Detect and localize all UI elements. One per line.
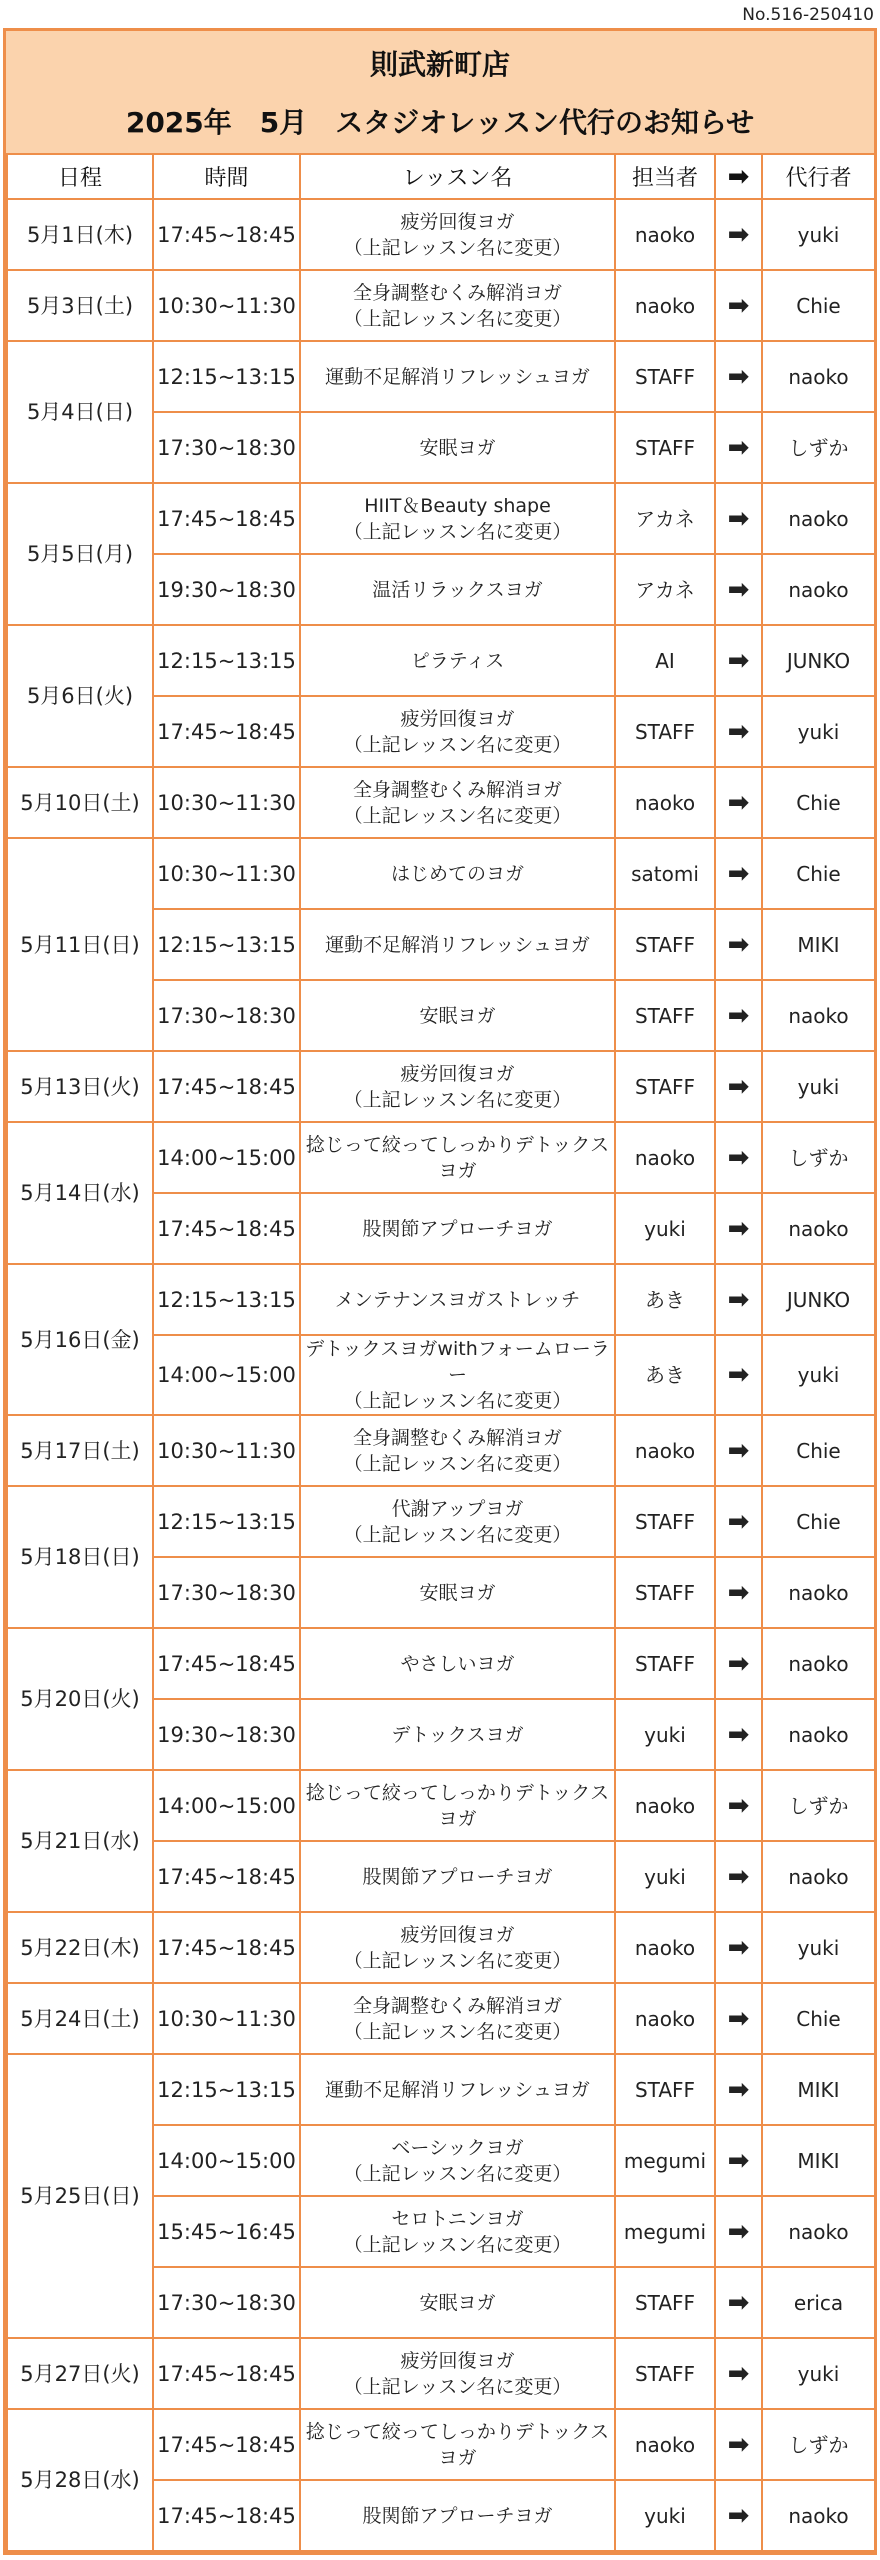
arrow-right-icon: ➡ bbox=[715, 199, 762, 270]
instructor-name: yuki bbox=[615, 2480, 715, 2551]
arrow-right-icon: ➡ bbox=[715, 1912, 762, 1983]
lesson-cell bbox=[300, 2125, 615, 2196]
table-row bbox=[7, 1122, 875, 1193]
lesson-cell bbox=[300, 1486, 615, 1557]
store-name: 則武新町店 bbox=[369, 48, 510, 81]
substitute-name: Chie bbox=[762, 838, 875, 909]
lesson-name: 股関節アプローチヨガ bbox=[362, 1217, 553, 1240]
table-row bbox=[7, 838, 875, 909]
lesson-cell bbox=[300, 2054, 615, 2125]
column-header-arrow-icon: ➡ bbox=[715, 154, 762, 199]
arrow-right-icon: ➡ bbox=[715, 1264, 762, 1335]
lesson-name: 安眠ヨガ bbox=[419, 2291, 496, 2314]
lesson-name: 疲労回復ヨガ bbox=[400, 1923, 515, 1946]
substitute-name: yuki bbox=[762, 1335, 875, 1415]
lesson-name: 全身調整むくみ解消ヨガ bbox=[352, 1994, 562, 2017]
lesson-time: 10:30~11:30 bbox=[153, 270, 300, 341]
lesson-rename-note: （上記レッスン名に変更） bbox=[343, 520, 572, 543]
substitute-name: しずか bbox=[762, 1770, 875, 1841]
lesson-rename-note: （上記レッスン名に変更） bbox=[343, 2020, 572, 2043]
table-row bbox=[7, 1983, 875, 2054]
instructor-name: STAFF bbox=[615, 1557, 715, 1628]
lesson-name: 疲労回復ヨガ bbox=[400, 210, 515, 233]
lesson-name: 股関節アプローチヨガ bbox=[362, 2504, 553, 2527]
lesson-cell bbox=[300, 909, 615, 980]
arrow-right-icon: ➡ bbox=[715, 483, 762, 554]
schedule-date: 5月4日(日) bbox=[7, 341, 153, 483]
instructor-name: STAFF bbox=[615, 696, 715, 767]
lesson-name: やさしいヨガ bbox=[400, 1652, 515, 1675]
arrow-right-icon: ➡ bbox=[715, 2409, 762, 2480]
lesson-time: 14:00~15:00 bbox=[153, 1122, 300, 1193]
arrow-right-icon: ➡ bbox=[715, 1557, 762, 1628]
schedule-body bbox=[7, 199, 875, 2551]
arrow-right-icon: ➡ bbox=[715, 554, 762, 625]
substitute-name: Chie bbox=[762, 1983, 875, 2054]
document-number: No.516-250410 bbox=[742, 5, 874, 25]
lesson-cell bbox=[300, 980, 615, 1051]
lesson-name: 疲労回復ヨガ bbox=[400, 1062, 515, 1085]
lesson-time: 19:30~18:30 bbox=[153, 554, 300, 625]
lesson-name: 運動不足解消リフレッシュヨガ bbox=[325, 933, 590, 956]
lesson-cell bbox=[300, 2267, 615, 2338]
substitute-name: JUNKO bbox=[762, 625, 875, 696]
instructor-name: naoko bbox=[615, 199, 715, 270]
substitute-name: Chie bbox=[762, 767, 875, 838]
lesson-name: ピラティス bbox=[410, 649, 505, 672]
instructor-name: あき bbox=[615, 1335, 715, 1415]
substitute-name: naoko bbox=[762, 1699, 875, 1770]
instructor-name: yuki bbox=[615, 1699, 715, 1770]
instructor-name: naoko bbox=[615, 1770, 715, 1841]
instructor-name: STAFF bbox=[615, 2338, 715, 2409]
instructor-name: STAFF bbox=[615, 2054, 715, 2125]
table-row bbox=[7, 2054, 875, 2125]
lesson-time: 14:00~15:00 bbox=[153, 1335, 300, 1415]
lesson-name: HIIT＆Beauty shape bbox=[364, 494, 551, 517]
lesson-cell bbox=[300, 2480, 615, 2551]
arrow-right-icon: ➡ bbox=[715, 412, 762, 483]
schedule-date: 5月27日(火) bbox=[7, 2338, 153, 2409]
substitute-name: MIKI bbox=[762, 2125, 875, 2196]
lesson-name: 安眠ヨガ bbox=[419, 1581, 496, 1604]
instructor-name: naoko bbox=[615, 767, 715, 838]
substitute-name: naoko bbox=[762, 1841, 875, 1912]
arrow-right-icon: ➡ bbox=[715, 1335, 762, 1415]
lesson-name: 全身調整むくみ解消ヨガ bbox=[352, 1426, 562, 1449]
lesson-cell bbox=[300, 1912, 615, 1983]
lesson-rename-note: （上記レッスン名に変更） bbox=[343, 733, 572, 756]
lesson-time: 17:45~18:45 bbox=[153, 2409, 300, 2480]
arrow-right-icon: ➡ bbox=[715, 270, 762, 341]
lesson-name: 安眠ヨガ bbox=[419, 1004, 496, 1027]
column-header-time: 時間 bbox=[153, 154, 300, 199]
lesson-cell bbox=[300, 625, 615, 696]
instructor-name: naoko bbox=[615, 1415, 715, 1486]
arrow-right-icon: ➡ bbox=[715, 1486, 762, 1557]
instructor-name: STAFF bbox=[615, 980, 715, 1051]
arrow-right-icon: ➡ bbox=[715, 1841, 762, 1912]
lesson-cell bbox=[300, 1983, 615, 2054]
instructor-name: megumi bbox=[615, 2125, 715, 2196]
lesson-time: 10:30~11:30 bbox=[153, 1983, 300, 2054]
table-row bbox=[7, 199, 875, 270]
substitute-name: yuki bbox=[762, 199, 875, 270]
schedule-date: 5月11日(日) bbox=[7, 838, 153, 1051]
lesson-name: 捻じって絞ってしっかりデトックスヨガ bbox=[305, 1133, 610, 1182]
lesson-rename-note: （上記レッスン名に変更） bbox=[343, 236, 572, 259]
schedule-date: 5月6日(火) bbox=[7, 625, 153, 767]
lesson-cell bbox=[300, 1699, 615, 1770]
lesson-rename-note: （上記レッスン名に変更） bbox=[343, 1949, 572, 1972]
lesson-name: セロトニンヨガ bbox=[391, 2207, 524, 2230]
schedule-date: 5月16日(金) bbox=[7, 1264, 153, 1415]
lesson-rename-note: （上記レッスン名に変更） bbox=[343, 2233, 572, 2256]
lesson-time: 17:45~18:45 bbox=[153, 1841, 300, 1912]
lesson-name: デトックスヨガwithフォームローラー bbox=[305, 1338, 610, 1386]
lesson-cell bbox=[300, 2196, 615, 2267]
lesson-time: 17:45~18:45 bbox=[153, 1193, 300, 1264]
substitute-name: yuki bbox=[762, 696, 875, 767]
arrow-right-icon: ➡ bbox=[715, 2338, 762, 2409]
table-row bbox=[7, 1912, 875, 1983]
table-row bbox=[7, 625, 875, 696]
substitute-name: naoko bbox=[762, 1193, 875, 1264]
table-row bbox=[7, 1415, 875, 1486]
lesson-name: 疲労回復ヨガ bbox=[400, 707, 515, 730]
lesson-cell bbox=[300, 199, 615, 270]
lesson-name: 代謝アップヨガ bbox=[391, 1497, 524, 1520]
substitute-name: yuki bbox=[762, 1051, 875, 1122]
lesson-cell bbox=[300, 1628, 615, 1699]
arrow-right-icon: ➡ bbox=[715, 2480, 762, 2551]
arrow-right-icon: ➡ bbox=[715, 625, 762, 696]
lesson-time: 17:45~18:45 bbox=[153, 2480, 300, 2551]
lesson-cell bbox=[300, 696, 615, 767]
notice-title: 2025年 5月 スタジオレッスン代行のお知らせ bbox=[125, 106, 755, 139]
lesson-rename-note: （上記レッスン名に変更） bbox=[343, 307, 572, 330]
lesson-name: 運動不足解消リフレッシュヨガ bbox=[325, 365, 590, 388]
table-row bbox=[7, 270, 875, 341]
lesson-time: 17:45~18:45 bbox=[153, 483, 300, 554]
lesson-time: 17:45~18:45 bbox=[153, 1051, 300, 1122]
table-row bbox=[7, 1264, 875, 1335]
arrow-right-icon: ➡ bbox=[715, 2125, 762, 2196]
lesson-time: 17:45~18:45 bbox=[153, 1628, 300, 1699]
lesson-time: 14:00~15:00 bbox=[153, 2125, 300, 2196]
substitute-name: naoko bbox=[762, 554, 875, 625]
instructor-name: yuki bbox=[615, 1841, 715, 1912]
column-header-instructor: 担当者 bbox=[615, 154, 715, 199]
lesson-cell bbox=[300, 1264, 615, 1335]
substitute-name: naoko bbox=[762, 1557, 875, 1628]
lesson-time: 17:30~18:30 bbox=[153, 980, 300, 1051]
lesson-name: はじめてのヨガ bbox=[390, 862, 524, 885]
notice-sheet bbox=[3, 28, 877, 2555]
lesson-time: 17:30~18:30 bbox=[153, 412, 300, 483]
lesson-cell bbox=[300, 2409, 615, 2480]
lesson-time: 15:45~16:45 bbox=[153, 2196, 300, 2267]
schedule-date: 5月21日(水) bbox=[7, 1770, 153, 1912]
lesson-time: 10:30~11:30 bbox=[153, 838, 300, 909]
lesson-name: 疲労回復ヨガ bbox=[400, 2349, 515, 2372]
instructor-name: STAFF bbox=[615, 412, 715, 483]
lesson-cell bbox=[300, 270, 615, 341]
lesson-time: 12:15~13:15 bbox=[153, 1486, 300, 1557]
substitute-name: yuki bbox=[762, 1912, 875, 1983]
substitute-name: しずか bbox=[762, 412, 875, 483]
lesson-time: 12:15~13:15 bbox=[153, 625, 300, 696]
schedule-date: 5月22日(木) bbox=[7, 1912, 153, 1983]
table-row bbox=[7, 1628, 875, 1699]
lesson-cell bbox=[300, 838, 615, 909]
lesson-name: デトックスヨガ bbox=[391, 1723, 524, 1746]
lesson-rename-note: （上記レッスン名に変更） bbox=[343, 1523, 572, 1546]
substitute-name: naoko bbox=[762, 483, 875, 554]
substitute-name: Chie bbox=[762, 1415, 875, 1486]
arrow-right-icon: ➡ bbox=[715, 767, 762, 838]
schedule-date: 5月20日(火) bbox=[7, 1628, 153, 1770]
instructor-name: naoko bbox=[615, 2409, 715, 2480]
table-row bbox=[7, 767, 875, 838]
instructor-name: STAFF bbox=[615, 1486, 715, 1557]
instructor-name: naoko bbox=[615, 1912, 715, 1983]
lesson-rename-note: （上記レッスン名に変更） bbox=[343, 2375, 572, 2398]
lesson-cell bbox=[300, 767, 615, 838]
arrow-right-icon: ➡ bbox=[715, 1415, 762, 1486]
schedule-date: 5月3日(土) bbox=[7, 270, 153, 341]
substitute-name: yuki bbox=[762, 2338, 875, 2409]
table-row bbox=[7, 341, 875, 412]
lesson-time: 10:30~11:30 bbox=[153, 767, 300, 838]
lesson-cell bbox=[300, 1841, 615, 1912]
lesson-cell bbox=[300, 1557, 615, 1628]
arrow-right-icon: ➡ bbox=[715, 838, 762, 909]
schedule-date: 5月24日(土) bbox=[7, 1983, 153, 2054]
lesson-name: 捻じって絞ってしっかりデトックスヨガ bbox=[305, 2420, 610, 2469]
instructor-name: STAFF bbox=[615, 2267, 715, 2338]
lesson-name: 捻じって絞ってしっかりデトックスヨガ bbox=[305, 1781, 610, 1830]
schedule-date: 5月13日(火) bbox=[7, 1051, 153, 1122]
lesson-name: メンテナンスヨガストレッチ bbox=[334, 1288, 581, 1311]
lesson-rename-note: （上記レッスン名に変更） bbox=[343, 804, 572, 827]
schedule-date: 5月28日(水) bbox=[7, 2409, 153, 2551]
table-row bbox=[7, 2409, 875, 2480]
instructor-name: あき bbox=[615, 1264, 715, 1335]
arrow-right-icon: ➡ bbox=[715, 980, 762, 1051]
arrow-right-icon: ➡ bbox=[715, 1770, 762, 1841]
lesson-name: 安眠ヨガ bbox=[419, 436, 496, 459]
arrow-right-icon: ➡ bbox=[715, 1122, 762, 1193]
substitute-name: naoko bbox=[762, 980, 875, 1051]
lesson-name: 運動不足解消リフレッシュヨガ bbox=[325, 2078, 590, 2101]
lesson-cell bbox=[300, 1335, 615, 1415]
lesson-name: 股関節アプローチヨガ bbox=[362, 1865, 553, 1888]
lesson-rename-note: （上記レッスン名に変更） bbox=[343, 1088, 572, 1111]
arrow-right-icon: ➡ bbox=[715, 1051, 762, 1122]
lesson-time: 17:45~18:45 bbox=[153, 199, 300, 270]
schedule-date: 5月5日(月) bbox=[7, 483, 153, 625]
table-row bbox=[7, 1051, 875, 1122]
arrow-right-icon: ➡ bbox=[715, 1193, 762, 1264]
instructor-name: STAFF bbox=[615, 909, 715, 980]
instructor-name: naoko bbox=[615, 1122, 715, 1193]
substitute-name: naoko bbox=[762, 2196, 875, 2267]
lesson-cell bbox=[300, 341, 615, 412]
instructor-name: AI bbox=[615, 625, 715, 696]
lesson-name: 温活リラックスヨガ bbox=[372, 578, 543, 601]
instructor-name: アカネ bbox=[615, 483, 715, 554]
column-header-substitute: 代行者 bbox=[762, 154, 875, 199]
lesson-cell bbox=[300, 1051, 615, 1122]
arrow-right-icon: ➡ bbox=[715, 1628, 762, 1699]
instructor-name: naoko bbox=[615, 270, 715, 341]
lesson-time: 19:30~18:30 bbox=[153, 1699, 300, 1770]
lesson-time: 12:15~13:15 bbox=[153, 341, 300, 412]
instructor-name: STAFF bbox=[615, 341, 715, 412]
instructor-name: STAFF bbox=[615, 1628, 715, 1699]
schedule-date: 5月17日(土) bbox=[7, 1415, 153, 1486]
table-row bbox=[7, 483, 875, 554]
schedule-date: 5月14日(水) bbox=[7, 1122, 153, 1264]
instructor-name: satomi bbox=[615, 838, 715, 909]
lesson-time: 14:00~15:00 bbox=[153, 1770, 300, 1841]
arrow-right-icon: ➡ bbox=[715, 2267, 762, 2338]
schedule-date: 5月10日(土) bbox=[7, 767, 153, 838]
instructor-name: naoko bbox=[615, 1983, 715, 2054]
schedule-date: 5月1日(木) bbox=[7, 199, 153, 270]
lesson-name: ベーシックヨガ bbox=[391, 2136, 524, 2159]
substitute-name: erica bbox=[762, 2267, 875, 2338]
substitute-name: naoko bbox=[762, 2480, 875, 2551]
lesson-name: 全身調整むくみ解消ヨガ bbox=[352, 281, 562, 304]
arrow-right-icon: ➡ bbox=[715, 2054, 762, 2125]
schedule-date: 5月18日(日) bbox=[7, 1486, 153, 1628]
lesson-name: 全身調整むくみ解消ヨガ bbox=[352, 778, 562, 801]
substitute-name: JUNKO bbox=[762, 1264, 875, 1335]
lesson-cell bbox=[300, 554, 615, 625]
schedule-date: 5月25日(日) bbox=[7, 2054, 153, 2338]
table-header-row bbox=[7, 154, 875, 199]
notice-header bbox=[6, 31, 874, 153]
lesson-rename-note: （上記レッスン名に変更） bbox=[343, 2162, 572, 2185]
lesson-cell bbox=[300, 2338, 615, 2409]
lesson-time: 17:45~18:45 bbox=[153, 2338, 300, 2409]
lesson-cell bbox=[300, 1193, 615, 1264]
lesson-cell bbox=[300, 412, 615, 483]
column-header-lesson: レッスン名 bbox=[300, 154, 615, 199]
arrow-right-icon: ➡ bbox=[715, 2196, 762, 2267]
substitute-name: MIKI bbox=[762, 2054, 875, 2125]
substitute-name: MIKI bbox=[762, 909, 875, 980]
lesson-time: 10:30~11:30 bbox=[153, 1415, 300, 1486]
substitute-name: しずか bbox=[762, 2409, 875, 2480]
table-row bbox=[7, 1486, 875, 1557]
table-row bbox=[7, 2338, 875, 2409]
arrow-right-icon: ➡ bbox=[715, 1983, 762, 2054]
arrow-right-icon: ➡ bbox=[715, 909, 762, 980]
lesson-time: 12:15~13:15 bbox=[153, 909, 300, 980]
lesson-cell bbox=[300, 1122, 615, 1193]
arrow-right-icon: ➡ bbox=[715, 341, 762, 412]
lesson-time: 12:15~13:15 bbox=[153, 1264, 300, 1335]
substitute-name: naoko bbox=[762, 341, 875, 412]
lesson-time: 17:30~18:30 bbox=[153, 1557, 300, 1628]
arrow-right-icon: ➡ bbox=[715, 1699, 762, 1770]
instructor-name: STAFF bbox=[615, 1051, 715, 1122]
lesson-time: 17:30~18:30 bbox=[153, 2267, 300, 2338]
lesson-cell bbox=[300, 1770, 615, 1841]
table-row bbox=[7, 1770, 875, 1841]
lesson-cell bbox=[300, 483, 615, 554]
arrow-right-icon: ➡ bbox=[715, 696, 762, 767]
substitute-name: Chie bbox=[762, 270, 875, 341]
lesson-rename-note: （上記レッスン名に変更） bbox=[343, 1452, 572, 1475]
lesson-time: 17:45~18:45 bbox=[153, 696, 300, 767]
lesson-time: 17:45~18:45 bbox=[153, 1912, 300, 1983]
lesson-cell bbox=[300, 1415, 615, 1486]
instructor-name: アカネ bbox=[615, 554, 715, 625]
substitute-name: naoko bbox=[762, 1628, 875, 1699]
lesson-rename-note: （上記レッスン名に変更） bbox=[343, 1390, 572, 1412]
instructor-name: megumi bbox=[615, 2196, 715, 2267]
substitute-name: Chie bbox=[762, 1486, 875, 1557]
lesson-time: 12:15~13:15 bbox=[153, 2054, 300, 2125]
instructor-name: yuki bbox=[615, 1193, 715, 1264]
substitute-name: しずか bbox=[762, 1122, 875, 1193]
column-header-date: 日程 bbox=[7, 154, 153, 199]
schedule-table bbox=[6, 153, 876, 2552]
